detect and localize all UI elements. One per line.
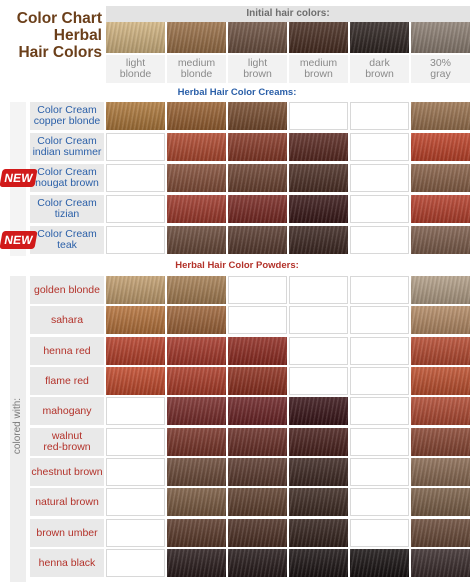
result-swatch <box>167 337 226 365</box>
new-badge: NEW <box>0 169 38 187</box>
empty-cell <box>289 102 348 130</box>
powders-header: Herbal Hair Color Powders: <box>175 260 299 271</box>
result-swatch <box>167 195 226 223</box>
empty-cell <box>106 458 165 486</box>
empty-cell <box>350 428 409 456</box>
powders-side-bar <box>10 276 26 582</box>
cream-row-label: Color Cream nougat brown <box>30 164 104 192</box>
empty-cell <box>350 519 409 547</box>
result-swatch <box>167 276 226 304</box>
empty-cell <box>350 367 409 395</box>
result-swatch <box>228 337 287 365</box>
new-badge: NEW <box>0 231 38 249</box>
initial-color-label: light blonde <box>106 55 165 83</box>
empty-cell <box>106 519 165 547</box>
empty-cell <box>228 276 287 304</box>
result-swatch <box>289 519 348 547</box>
empty-cell <box>106 226 165 254</box>
initial-swatch <box>167 22 226 53</box>
empty-cell <box>106 488 165 516</box>
result-swatch <box>411 488 470 516</box>
result-swatch <box>289 133 348 161</box>
cream-row-label: Color Cream tizian <box>30 195 104 223</box>
result-swatch <box>289 549 348 577</box>
empty-cell <box>106 549 165 577</box>
result-swatch <box>411 102 470 130</box>
powder-row-label: sahara <box>30 306 104 334</box>
result-swatch <box>289 428 348 456</box>
powder-row-label: chestnut brown <box>30 458 104 486</box>
result-swatch <box>167 428 226 456</box>
empty-cell <box>350 133 409 161</box>
result-swatch <box>289 164 348 192</box>
empty-cell <box>350 195 409 223</box>
result-swatch <box>228 458 287 486</box>
initial-color-label: light brown <box>228 55 287 83</box>
empty-cell <box>106 397 165 425</box>
result-swatch <box>167 306 226 334</box>
empty-cell <box>106 195 165 223</box>
empty-cell <box>106 133 165 161</box>
powder-row-label: henna red <box>30 337 104 365</box>
result-swatch <box>228 102 287 130</box>
colored-with-label: colored with: <box>12 397 23 455</box>
initial-color-label: 30% gray <box>411 55 470 83</box>
result-swatch <box>228 519 287 547</box>
result-swatch <box>228 226 287 254</box>
result-swatch <box>106 306 165 334</box>
initial-swatch <box>289 22 348 53</box>
result-swatch <box>289 226 348 254</box>
result-swatch <box>228 367 287 395</box>
result-swatch <box>167 458 226 486</box>
result-swatch <box>167 102 226 130</box>
result-swatch <box>350 549 409 577</box>
powder-row-label: flame red <box>30 367 104 395</box>
empty-cell <box>350 226 409 254</box>
result-swatch <box>411 306 470 334</box>
initial-swatch <box>106 22 165 53</box>
result-swatch <box>106 367 165 395</box>
initial-swatch <box>411 22 470 53</box>
empty-cell <box>350 488 409 516</box>
result-swatch <box>167 164 226 192</box>
result-swatch <box>411 164 470 192</box>
result-swatch <box>411 397 470 425</box>
initial-color-label: dark brown <box>350 55 409 83</box>
cream-row-label: Color Cream teak <box>30 226 104 254</box>
result-swatch <box>411 337 470 365</box>
result-swatch <box>167 488 226 516</box>
result-swatch <box>411 195 470 223</box>
result-swatch <box>228 428 287 456</box>
initial-colors-header: Initial hair colors: <box>106 6 470 22</box>
result-swatch <box>411 519 470 547</box>
empty-cell <box>350 397 409 425</box>
initial-swatch <box>228 22 287 53</box>
result-swatch <box>228 133 287 161</box>
powder-row-label: walnut red-brown <box>30 428 104 456</box>
result-swatch <box>411 226 470 254</box>
result-swatch <box>167 519 226 547</box>
result-swatch <box>228 549 287 577</box>
result-swatch <box>411 549 470 577</box>
empty-cell <box>350 458 409 486</box>
empty-cell <box>289 367 348 395</box>
empty-cell <box>106 428 165 456</box>
result-swatch <box>411 428 470 456</box>
empty-cell <box>228 306 287 334</box>
result-swatch <box>106 276 165 304</box>
powder-row-label: golden blonde <box>30 276 104 304</box>
empty-cell <box>350 102 409 130</box>
cream-row-label: Color Cream copper blonde <box>30 102 104 130</box>
result-swatch <box>106 337 165 365</box>
empty-cell <box>350 276 409 304</box>
empty-cell <box>289 337 348 365</box>
result-swatch <box>228 488 287 516</box>
title-line-2: Herbal <box>53 27 102 44</box>
empty-cell <box>350 306 409 334</box>
powder-row-label: henna black <box>30 549 104 577</box>
result-swatch <box>289 488 348 516</box>
empty-cell <box>289 276 348 304</box>
result-swatch <box>411 367 470 395</box>
result-swatch <box>228 164 287 192</box>
result-swatch <box>167 397 226 425</box>
creams-header: Herbal Hair Color Creams: <box>177 87 297 98</box>
cream-row-label: Color Cream indian summer <box>30 133 104 161</box>
empty-cell <box>106 164 165 192</box>
initial-color-label: medium brown <box>289 55 348 83</box>
result-swatch <box>228 397 287 425</box>
result-swatch <box>411 458 470 486</box>
empty-cell <box>350 164 409 192</box>
result-swatch <box>411 133 470 161</box>
result-swatch <box>167 367 226 395</box>
result-swatch <box>289 458 348 486</box>
powder-row-label: natural brown <box>30 488 104 516</box>
result-swatch <box>167 549 226 577</box>
title-line-1: Color Chart <box>16 10 102 27</box>
initial-swatch <box>350 22 409 53</box>
empty-cell <box>350 337 409 365</box>
initial-color-label: medium blonde <box>167 55 226 83</box>
result-swatch <box>289 397 348 425</box>
result-swatch <box>411 276 470 304</box>
powder-row-label: brown umber <box>30 519 104 547</box>
powder-row-label: mahogany <box>30 397 104 425</box>
empty-cell <box>289 306 348 334</box>
result-swatch <box>167 226 226 254</box>
result-swatch <box>106 102 165 130</box>
result-swatch <box>228 195 287 223</box>
result-swatch <box>167 133 226 161</box>
result-swatch <box>289 195 348 223</box>
title-line-3: Hair Colors <box>18 44 102 61</box>
